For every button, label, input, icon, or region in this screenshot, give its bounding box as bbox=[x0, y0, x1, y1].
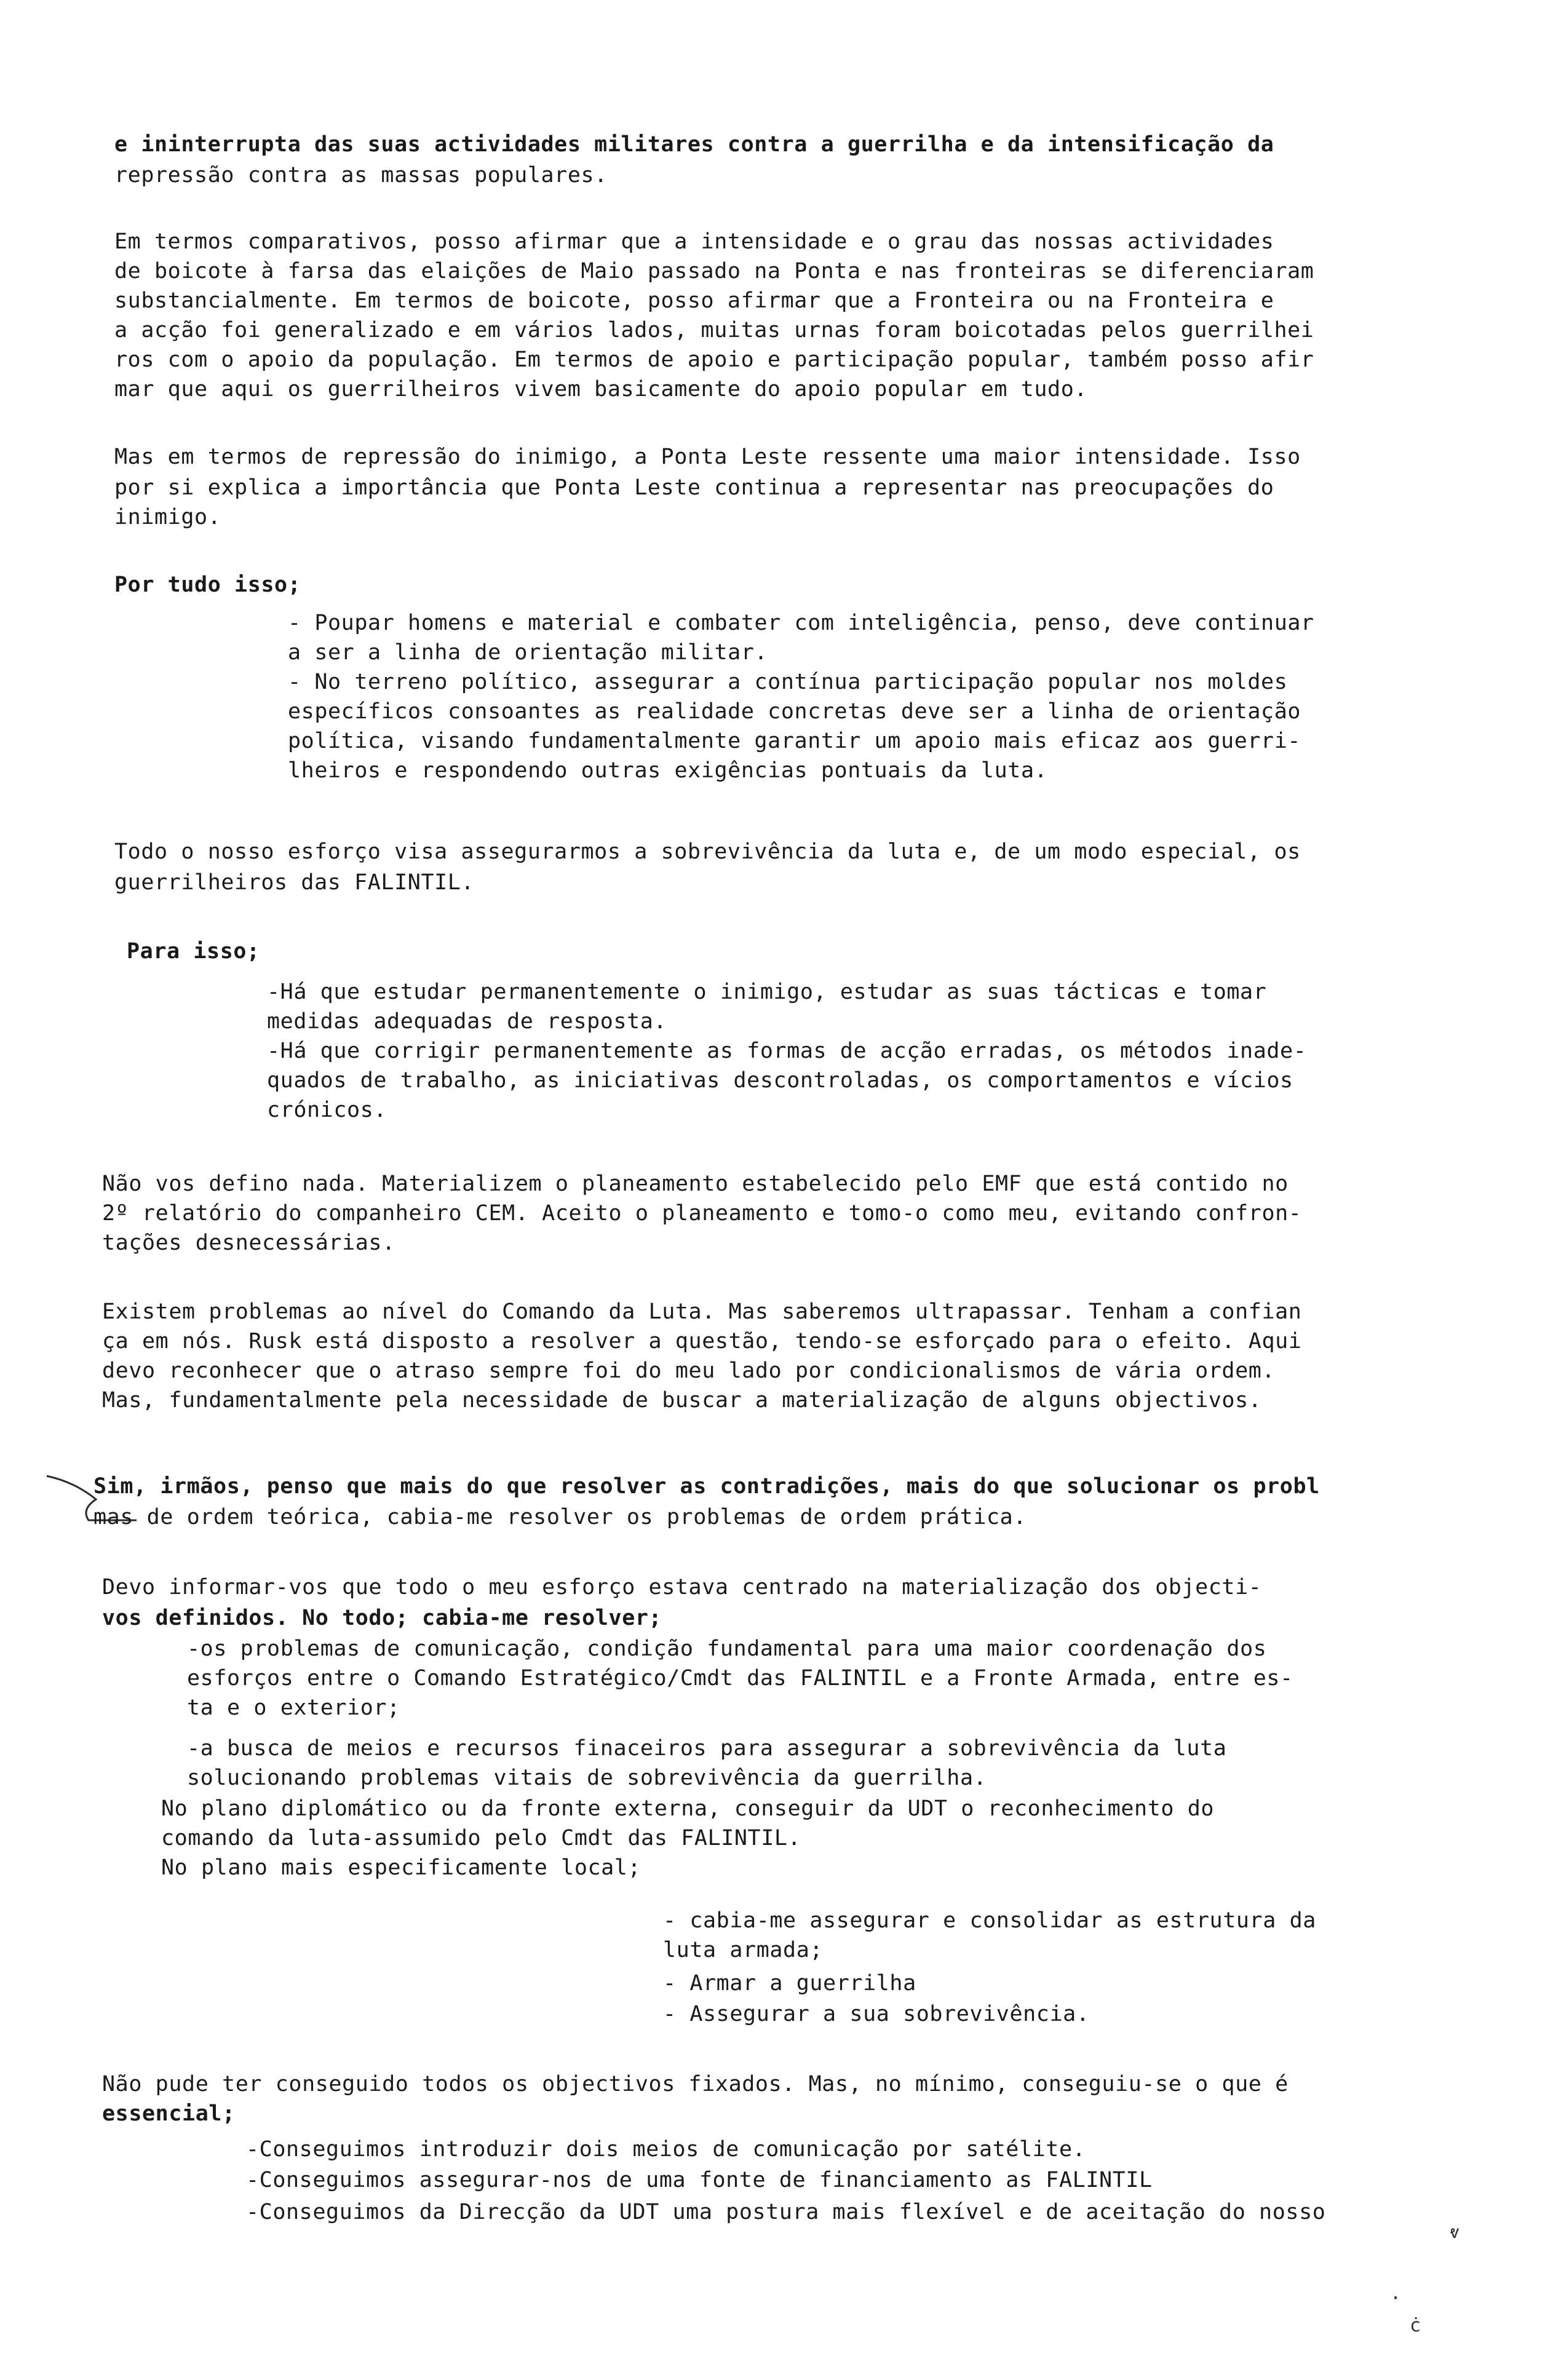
text-line: ça em nós. Rusk está disposto a resolver a questão, tendo-se esforçado para o efeito. Aqui bbox=[102, 1329, 1302, 1354]
list-item: - cabia-me assegurar e consolidar as estrutura da bbox=[663, 1908, 1316, 1933]
text-line: Todo o nosso esforço visa assegurarmos a sobrevivência da luta e, de um modo especial, os bbox=[114, 839, 1301, 864]
text-line: devo reconhecer que o atraso sempre foi do meu lado por condicionalismos de vária ordem. bbox=[102, 1359, 1276, 1383]
text-line: Não pude ter conseguido todos os objectivos fixados. Mas, no mínimo, conseguiu-se o que é bbox=[102, 2072, 1289, 2096]
list-item: ta e o exterior; bbox=[187, 1696, 400, 1720]
list-item: - Armar a guerrilha bbox=[663, 1971, 916, 1996]
list-item: - Assegurar a sua sobrevivência. bbox=[663, 2002, 1090, 2026]
text-line: Em termos comparativos, posso afirmar que a intensidade e o grau das nossas actividades bbox=[114, 229, 1274, 254]
section-heading: Para isso; bbox=[127, 939, 260, 964]
page-mark: · bbox=[1390, 2288, 1402, 2309]
text-line: inimigo. bbox=[114, 505, 221, 530]
text-line: por si explica a importância que Ponta Leste continua a representar nas preocupações do bbox=[114, 475, 1274, 500]
text-line: tações desnecessárias. bbox=[102, 1231, 395, 1255]
text-line: No plano mais especificamente local; bbox=[161, 1855, 641, 1880]
text-line: repressão contra as massas populares. bbox=[114, 163, 608, 188]
text-line: Sim, irmãos, penso que mais do que resolver as contradições, mais do que solucionar os probl bbox=[93, 1474, 1320, 1499]
text-line: Mas, fundamentalmente pela necessidade de buscar a materialização de alguns objectivos. bbox=[102, 1388, 1262, 1413]
list-item: -Conseguimos introduzir dois meios de comunicação por satélite. bbox=[246, 2137, 1086, 2162]
list-item: - No terreno político, assegurar a contínua participação popular nos moldes bbox=[288, 670, 1288, 694]
text-line: Devo informar-vos que todo o meu esforço estava centrado na materialização dos objecti- bbox=[102, 1575, 1262, 1600]
list-item: específicos consoantes as realidade concretas deve ser a linha de orientação bbox=[288, 699, 1301, 724]
list-item: -a busca de meios e recursos finaceiros para assegurar a sobrevivência da luta bbox=[187, 1736, 1227, 1761]
text-line: guerrilheiros das FALINTIL. bbox=[114, 870, 475, 895]
page-mark: ⱴ bbox=[1449, 2221, 1461, 2243]
list-item: medidas adequadas de resposta. bbox=[267, 1009, 667, 1034]
list-item: - Poupar homens e material e combater com inteligência, penso, deve continuar bbox=[288, 611, 1314, 635]
page-mark: ċ bbox=[1410, 2315, 1421, 2336]
text-line: mas de ordem teórica, cabia-me resolver os problemas de ordem prática. bbox=[93, 1505, 1027, 1529]
list-item: política, visando fundamentalmente garantir um apoio mais eficaz aos guerri- bbox=[288, 729, 1301, 753]
list-item: -Conseguimos da Direcção da UDT uma postura mais flexível e de aceitação do nosso bbox=[246, 2200, 1326, 2224]
list-item: lheiros e respondendo outras exigências pontuais da luta. bbox=[288, 758, 1048, 783]
text-line: Mas em termos de repressão do inimigo, a Ponta Leste ressente uma maior intensidade. Isso bbox=[114, 445, 1301, 469]
text-line: Existem problemas ao nível do Comando da Luta. Mas saberemos ultrapassar. Tenham a confian bbox=[102, 1299, 1302, 1324]
list-item: luta armada; bbox=[663, 1938, 824, 1962]
list-item: quados de trabalho, as iniciativas descontroladas, os comportamentos e vícios bbox=[267, 1068, 1293, 1093]
text-line: substancialmente. Em termos de boicote, posso afirmar que a Fronteira ou na Fronteira e bbox=[114, 288, 1274, 313]
text-line: ros com o apoio da população. Em termos de apoio e participação popular, também posso afir bbox=[114, 347, 1314, 372]
text-line: vos definidos. No todo; cabia-me resolver; bbox=[102, 1606, 662, 1630]
text-line: mar que aqui os guerrilheiros vivem basicamente do apoio popular em tudo. bbox=[114, 377, 1088, 402]
section-heading: Por tudo isso; bbox=[114, 573, 301, 597]
list-item: -Há que corrigir permanentemente as formas de acção erradas, os métodos inade- bbox=[267, 1039, 1307, 1063]
list-item: a ser a linha de orientação militar. bbox=[288, 640, 768, 665]
list-item: crónicos. bbox=[267, 1098, 387, 1122]
list-item: solucionando problemas vitais de sobrevivência da guerrilha. bbox=[187, 1766, 987, 1790]
list-item: -Há que estudar permanentemente o inimigo, estudar as suas tácticas e tomar bbox=[267, 980, 1267, 1004]
text-line: No plano diplomático ou da fronte externa, conseguir da UDT o reconhecimento do bbox=[161, 1796, 1215, 1821]
text-line: e ininterrupta das suas actividades militares contra a guerrilha e da intensificação da bbox=[114, 132, 1274, 157]
text-line: essencial; bbox=[102, 2101, 236, 2126]
text-line: 2º relatório do companheiro CEM. Aceito o planeamento e tomo-o como meu, evitando confron- bbox=[102, 1201, 1302, 1226]
list-item: -os problemas de comunicação, condição fundamental para uma maior coordenação dos bbox=[187, 1636, 1267, 1661]
text-line: a acção foi generalizado e em vários lados, muitas urnas foram boicotadas pelos guerrilhei bbox=[114, 318, 1314, 343]
text-line: comando da luta-assumido pelo Cmdt das FALINTIL. bbox=[161, 1826, 801, 1850]
text-line: de boicote à farsa das elaições de Maio passado na Ponta e nas fronteiras se diferenciaram bbox=[114, 259, 1314, 284]
list-item: esforços entre o Comando Estratégico/Cmdt das FALINTIL e a Fronte Armada, entre es- bbox=[187, 1666, 1293, 1691]
text-line: Não vos defino nada. Materializem o planeamento estabelecido pelo EMF que está contido no bbox=[102, 1172, 1289, 1196]
list-item: -Conseguimos assegurar-nos de uma fonte de financiamento as FALINTIL bbox=[246, 2168, 1153, 2192]
